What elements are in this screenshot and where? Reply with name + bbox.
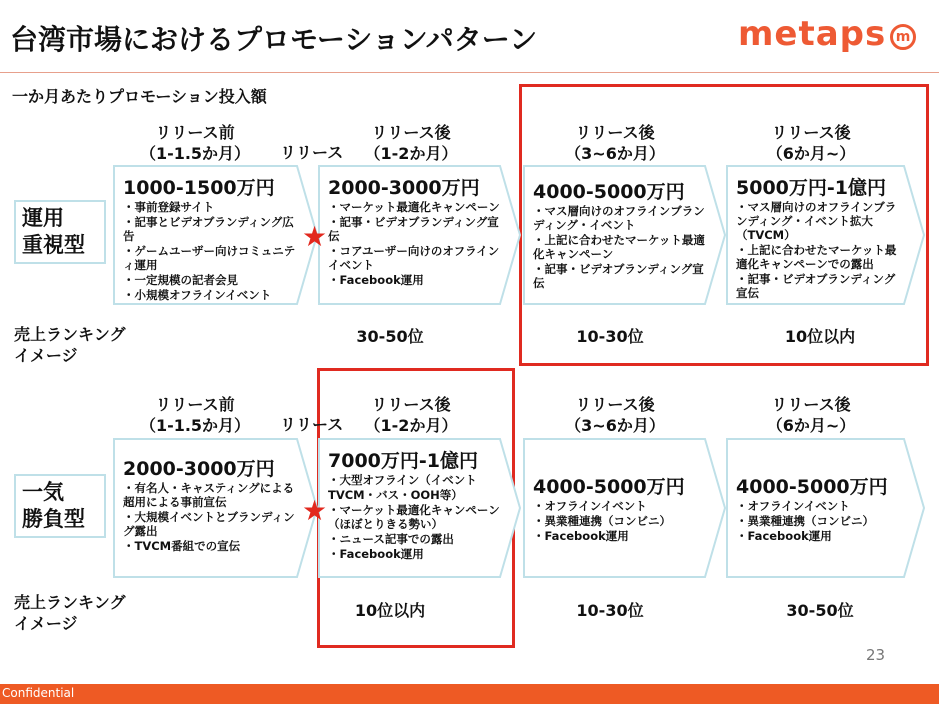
stage-header: リリース後 （1-2か月） — [364, 395, 458, 435]
stage-header: リリース後 （6か月~） — [766, 395, 856, 435]
rank-value: 10位以内 — [354, 601, 426, 620]
rank-label: 売上ランキング イメージ — [14, 325, 126, 365]
metaps-logo — [738, 14, 928, 62]
release-label: リリース — [280, 415, 344, 434]
stage-chevron: 4000-5000万円 ・マス層向けのオフラインブランディング・イベント ・上記に合わせたマーケット最適化キャンペーン ・記事・ビデオブランディング宣伝 — [523, 165, 727, 305]
logo-mark-icon: m — [890, 24, 916, 50]
rank-label: 売上ランキング イメージ — [14, 593, 126, 633]
footer-bar — [0, 684, 939, 704]
stage-chevron: 7000万円-1億円 ・大型オフライン（イベント TVCM・バス・OOH等） ・マーケット最適化キャンペーン（ほぼとりきる勢い） ・ニュース記事での露出 ・Facebook運用 — [318, 438, 522, 578]
row-label: 一気 勝負型 — [14, 474, 106, 538]
title-divider — [0, 72, 939, 73]
stage-header: リリース後 （3~6か月） — [565, 123, 665, 163]
release-star-icon: ★ — [302, 220, 328, 253]
stage-chevron: 5000万円-1億円 ・マス層向けのオフラインブランディング・イベント拡大（TVCM） ・上記に合わせたマーケット最適化キャンペーンでの露出 ・記事・ビデオブランディング宣伝 — [726, 165, 926, 305]
logo-text: metaps — [738, 14, 887, 54]
stage-header: リリース後 （1-2か月） — [364, 123, 458, 163]
release-label: リリース — [280, 143, 344, 162]
stage-chevron: 4000-5000万円 ・オフラインイベント ・異業種連携（コンビニ） ・Facebook運用 — [726, 438, 926, 578]
page-number: 23 — [866, 646, 886, 664]
subtitle: 一か月あたりプロモーション投入額 — [12, 87, 267, 106]
stage-chevron: 2000-3000万円 ・マーケット最適化キャンペーン ・記事・ビデオブランディング宣伝 ・コアユーザー向けのオフラインイベント ・Facebook運用 — [318, 165, 522, 305]
rank-value: 10-30位 — [576, 601, 644, 620]
stage-header: リリース後 （6か月~） — [766, 123, 856, 163]
rank-value: 30-50位 — [356, 327, 424, 346]
stage-chevron: 4000-5000万円 ・オフラインイベント ・異業種連携（コンビニ） ・Facebook運用 — [523, 438, 727, 578]
stage-header: リリース前 （1-1.5か月） — [139, 395, 251, 435]
rank-value: 10位以内 — [784, 327, 856, 346]
row-label: 運用 重視型 — [14, 200, 106, 264]
stage-chevron: 1000-1500万円 ・事前登録サイト ・記事とビデオブランディング広告 ・ゲームユーザー向けコミュニティ運用 ・一定規模の記者会見 ・小規模オフラインイベント — [113, 165, 319, 305]
stage-header: リリース前 （1-1.5か月） — [139, 123, 251, 163]
stage-header: リリース後 （3~6か月） — [565, 395, 665, 435]
footer-text: Confidential — [2, 686, 75, 700]
page-title: 台湾市場におけるプロモーションパターン — [10, 23, 538, 56]
release-star-icon: ★ — [302, 494, 328, 527]
rank-value: 30-50位 — [786, 601, 854, 620]
stage-chevron: 2000-3000万円 ・有名人・キャスティングによる超用による事前宣伝 ・大規模イベントとブランディング露出 ・TVCM番組での宣伝 — [113, 438, 319, 578]
rank-value: 10-30位 — [576, 327, 644, 346]
